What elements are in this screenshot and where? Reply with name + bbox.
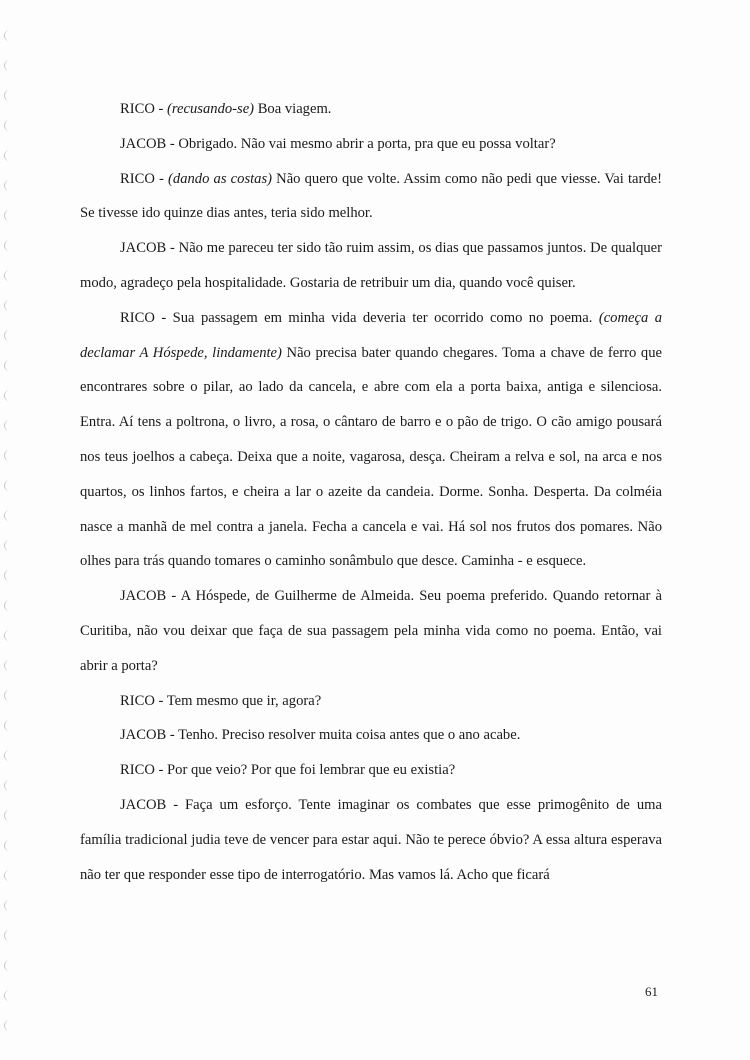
dialogue-text: - <box>154 101 168 117</box>
binding-hole-mark <box>4 600 12 611</box>
script-text <box>80 92 662 892</box>
binding-hole-mark <box>4 360 12 371</box>
dialogue-text: - Tem mesmo que ir, agora? <box>154 692 322 709</box>
dialogue-paragraph <box>80 579 662 683</box>
dialogue-paragraph <box>80 684 662 719</box>
dialogue-paragraph <box>80 162 662 232</box>
binding-hole-mark <box>4 840 12 851</box>
binding-holes <box>2 30 16 1050</box>
binding-hole-mark <box>4 240 12 251</box>
dialogue-text: - Tenho. Preciso resolver muita coisa antes que o ano acabe. <box>166 727 521 744</box>
speaker-name: JACOB <box>120 796 167 813</box>
binding-hole-mark <box>4 720 12 731</box>
binding-hole-mark <box>4 420 12 431</box>
dialogue-text: - Não me pareceu ter sido tão ruim assim, os dias que passamos juntos. De qualquer modo, agradeço pela hospitalidade. Gostaria de retribuir um dia, quando você quiser. <box>80 240 662 291</box>
binding-hole-mark <box>4 390 12 401</box>
dialogue-paragraph <box>80 753 662 788</box>
dialogue-text: - Sua passagem em minha vida deveria ter ocorrido como no poema. <box>154 309 599 326</box>
binding-hole-mark <box>4 60 12 71</box>
dialogue-text: Não precisa bater quando chegares. Toma a chave de ferro que encontrares sobre o pilar, ao lado da cancela, e abre com ela a porta baixa, antiga e silenciosa. Entra. Aí tens a poltrona, o livro, a rosa, o cântaro de barro e o pão de trigo. O cão amigo pousará nos teus joelhos a cabeça. Deixa que a noite, vagarosa, desça. Cheiram a relva e sol, na arca e nos quartos, os linhos fartos, e cheira a lar o azeite da candeia. Dorme. Sonha. Desperta. Da colméia nasce a manhã de mel contra a janela. Fecha a cancela e vai. Há sol nos frutos dos pomares. Não olhes para trás quando tomares o caminho sonâmbulo que desce. Caminha - e esquece. <box>80 344 662 570</box>
binding-hole-mark <box>4 870 12 881</box>
dialogue-paragraph <box>80 92 662 127</box>
binding-hole-mark <box>4 210 12 221</box>
binding-hole-mark <box>4 120 12 131</box>
binding-hole-mark <box>4 300 12 311</box>
speaker-name: RICO <box>120 309 155 326</box>
dialogue-paragraph <box>80 127 662 162</box>
binding-hole-mark <box>4 900 12 911</box>
binding-hole-mark <box>4 90 12 101</box>
binding-hole-mark <box>4 990 12 1001</box>
dialogue-text: Não quero que volte. Assim como não pedi que viesse. Vai tarde! Se tivesse ido quinze dias antes, teria sido melhor. <box>80 170 662 222</box>
binding-hole-mark <box>4 960 12 971</box>
speaker-name: JACOB <box>120 727 167 744</box>
speaker-name: JACOB <box>120 588 167 605</box>
binding-hole-mark <box>4 750 12 761</box>
speaker-name: JACOB <box>120 240 167 257</box>
stage-direction: (recusando-se) <box>167 101 255 117</box>
binding-hole-mark <box>4 330 12 341</box>
binding-hole-mark <box>4 150 12 161</box>
dialogue-text: - Obrigado. Não vai mesmo abrir a porta, pra que eu possa voltar? <box>166 135 556 152</box>
binding-hole-mark <box>4 30 12 41</box>
binding-hole-mark <box>4 510 12 521</box>
dialogue-paragraph <box>80 231 662 301</box>
stage-direction: (dando as costas) <box>168 170 273 187</box>
binding-hole-mark <box>4 1020 12 1031</box>
dialogue-text: Boa viagem. <box>254 101 332 117</box>
binding-hole-mark <box>4 570 12 581</box>
dialogue-text: - <box>154 170 169 187</box>
speaker-name: RICO <box>120 762 155 779</box>
dialogue-paragraph <box>80 301 662 579</box>
binding-hole-mark <box>4 180 12 191</box>
dialogue-paragraph <box>80 718 662 753</box>
binding-hole-mark <box>4 270 12 281</box>
binding-hole-mark <box>4 810 12 821</box>
dialogue-text: - Faça um esforço. Tente imaginar os combates que esse primogênito de uma família tradicional judia teve de vencer para estar aqui. Não te perece óbvio? A essa altura esperava não ter que responder esse tipo de interrogatório. Mas vamos lá. Acho que ficará <box>80 796 662 883</box>
speaker-name: RICO <box>120 101 155 117</box>
speaker-name: RICO <box>120 170 155 187</box>
binding-hole-mark <box>4 780 12 791</box>
speaker-name: RICO <box>120 692 155 709</box>
binding-hole-mark <box>4 630 12 641</box>
dialogue-paragraph <box>80 788 662 892</box>
binding-hole-mark <box>4 480 12 491</box>
binding-hole-mark <box>4 930 12 941</box>
dialogue-text: - A Hóspede, de Guilherme de Almeida. Seu poema preferido. Quando retornar à Curitiba, não vou deixar que faça de sua passagem pela minha vida como no poema. Então, vai abrir a porta? <box>80 588 662 674</box>
stage-direction: (começa a declamar A Hóspede, lindamente) <box>80 309 663 361</box>
binding-hole-mark <box>4 450 12 461</box>
speaker-name: JACOB <box>120 135 167 152</box>
binding-hole-mark <box>4 540 12 551</box>
binding-hole-mark <box>4 660 12 671</box>
dialogue-text: - Por que veio? Por que foi lembrar que eu existia? <box>154 762 456 779</box>
binding-hole-mark <box>4 690 12 701</box>
page-number: 61 <box>645 984 658 999</box>
